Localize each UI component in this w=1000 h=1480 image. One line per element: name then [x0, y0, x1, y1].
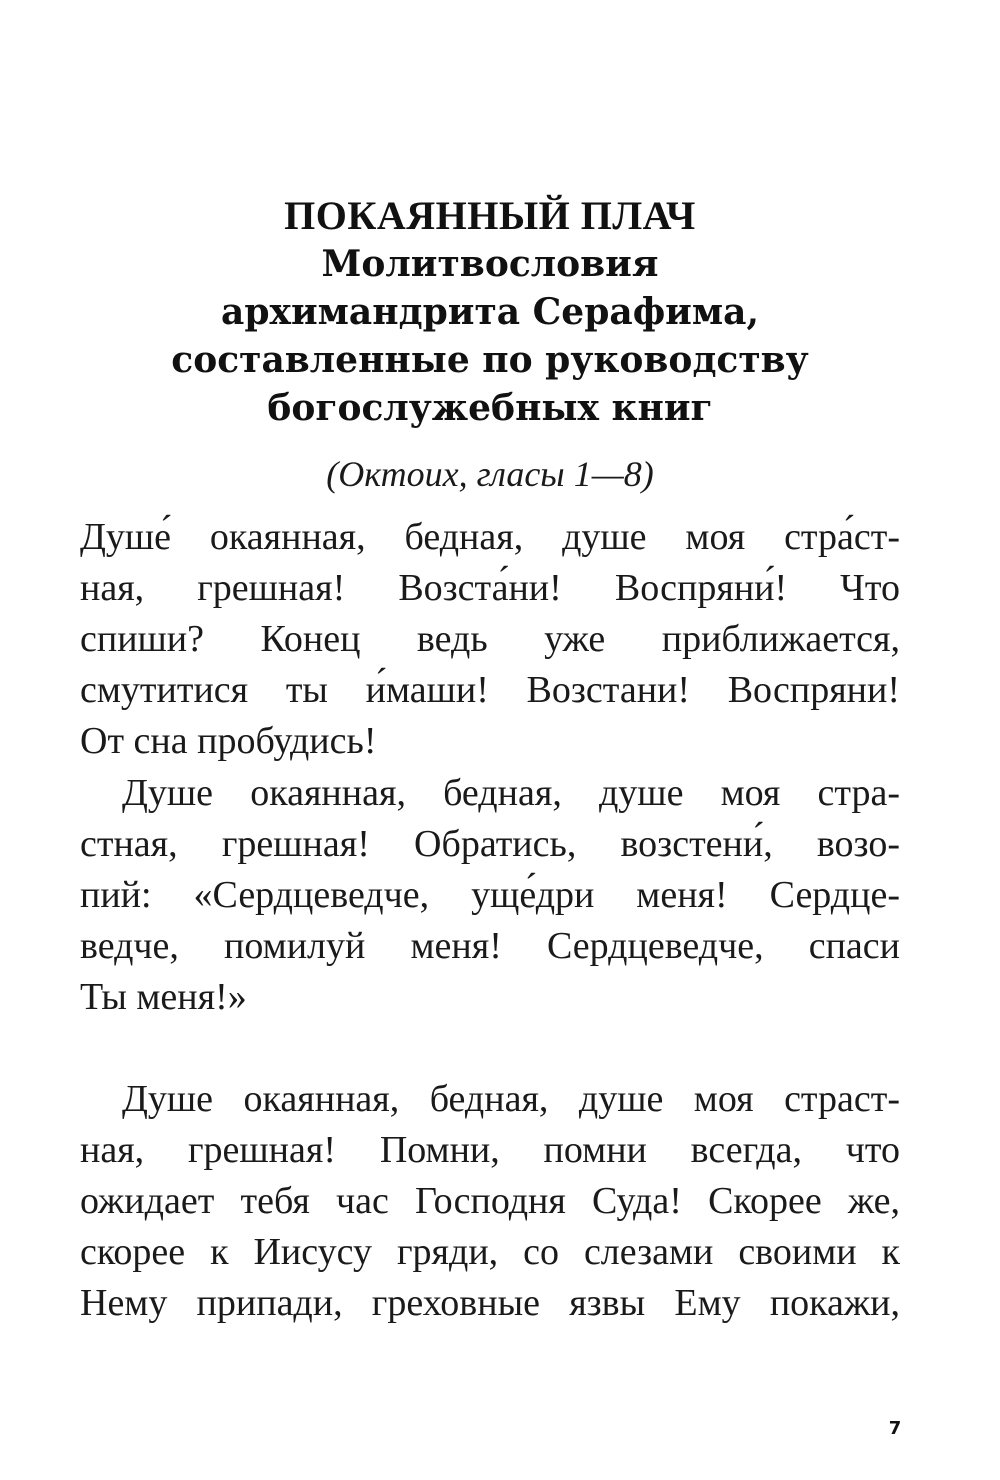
paragraph-3: [80, 1074, 900, 1329]
chapter-subtitle-line: Молитвословия: [321, 243, 659, 285]
text-line: Ты меня!»: [80, 976, 247, 1018]
text-line: Душе́ окаянная, бедная, душе моя стра́ст-: [80, 516, 900, 558]
text-line: ожидает тебя час Господня Суда! Скорее же,: [80, 1180, 900, 1222]
paragraph-1: [80, 512, 900, 767]
source-note: (Октоих, гласы 1—8): [326, 454, 654, 494]
text-line: Душе окаянная, бедная, душе моя стра-: [122, 772, 900, 814]
page-number: 7: [888, 1418, 902, 1439]
text-line: стная, грешная! Обратись, возстени́, возо-: [80, 823, 900, 865]
text-line: пий: «Сердцеведче, уще́дри меня! Сердце-: [80, 874, 900, 916]
text-line: От сна пробудись!: [80, 720, 377, 762]
chapter-subtitle-line: богослужебных книг: [267, 387, 713, 429]
text-line: ная, грешная! Возста́ни! Воспряни́! Что: [80, 567, 900, 609]
text-line: ведче, помилуй меня! Сердцеведче, спаси: [80, 925, 900, 967]
text-line: смутитися ты и́маши! Возстани! Воспряни!: [80, 669, 900, 711]
paragraph-2: [80, 768, 900, 1023]
text-line: скорее к Иисусу гряди, со слезами своими к: [80, 1231, 900, 1273]
chapter-heading: [80, 192, 900, 432]
text-line: спиши? Конец ведь уже приближается,: [80, 618, 900, 660]
chapter-subtitle-line: архимандрита Серафима,: [221, 291, 759, 333]
chapter-title: ПОКАЯННЫЙ ПЛАЧ: [284, 193, 696, 238]
chapter-subtitle-line: составленные по руководству: [171, 339, 809, 381]
text-line: Душе окаянная, бедная, душе моя страст-: [122, 1078, 900, 1120]
text-line: ная, грешная! Помни, помни всегда, что: [80, 1129, 900, 1171]
text-line: Нему припади, греховные язвы Ему покажи,: [80, 1282, 900, 1324]
